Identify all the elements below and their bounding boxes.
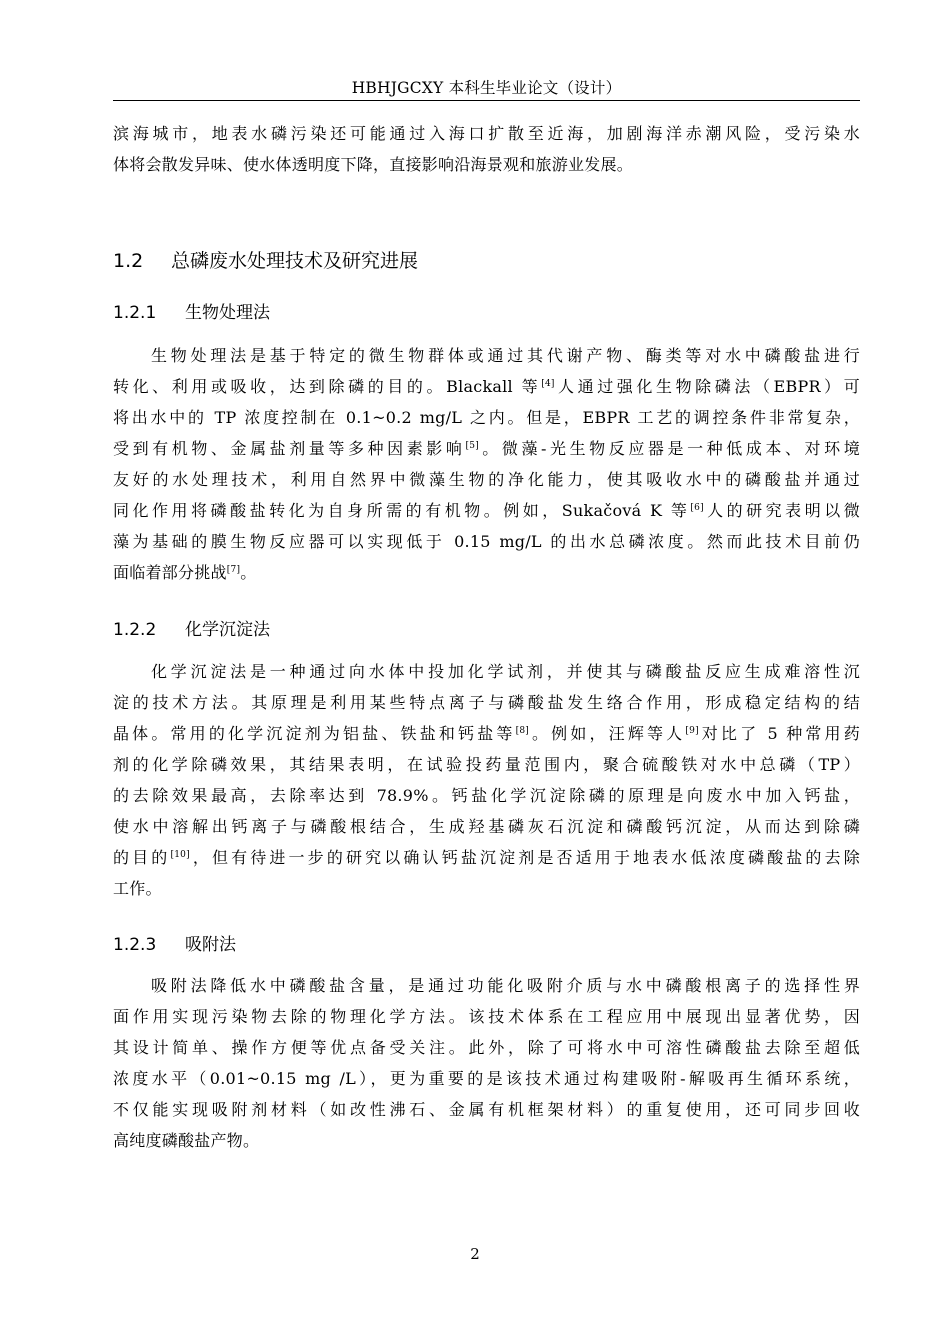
text-run: 的去除效果最高，去除率达到 78.9%。钙盐化学沉淀除磷的原理是向废水中加入钙盐，	[113, 786, 860, 805]
text-run: 其设计简单、操作方便等优点备受关注。此外，除了可将水中可溶性磷酸盐去除至超低	[113, 1038, 860, 1057]
text-run: 人的研究表明以微	[703, 501, 860, 520]
citation-reference: [9]	[685, 726, 699, 736]
text-run: 不仅能实现吸附剂材料（如改性沸石、金属有机框架材料）的重复使用，还可同步回收	[113, 1100, 860, 1119]
subsection-heading-1-2-3	[113, 934, 236, 956]
text-run: 。例如，汪辉等人	[529, 724, 686, 743]
text-line	[113, 811, 860, 842]
paragraph-biological-treatment	[113, 340, 860, 588]
text-line	[113, 464, 860, 495]
text-run: 转化、利用或吸收，达到除磷的目的。Blackall 等	[113, 377, 542, 396]
citation-reference: [6]	[690, 503, 704, 513]
running-header: HBHJGCXY 本科生毕业论文（设计）	[351, 79, 622, 97]
paragraph-adsorption	[113, 970, 860, 1156]
text-line	[113, 1001, 860, 1032]
intro-paragraph	[113, 118, 860, 180]
text-line	[113, 749, 860, 780]
text-run: 晶体。常用的化学沉淀剂为铝盐、铁盐和钙盐等	[113, 724, 516, 743]
text-run: 工作。	[113, 879, 162, 898]
text-line	[113, 656, 860, 687]
text-line	[113, 526, 860, 557]
text-run: 化学沉淀法是一种通过向水体中投加化学试剂，并使其与磷酸盐反应生成难溶性沉	[151, 662, 860, 681]
subsection-title: 吸附法	[185, 935, 236, 955]
section-title: 总磷废水处理技术及研究进展	[171, 250, 419, 272]
citation-reference: [4]	[541, 379, 555, 389]
text-line: 体将会散发异味、使水体透明度下降，直接影响沿海景观和旅游业发展。	[113, 155, 634, 174]
subsection-heading-1-2-2	[113, 619, 270, 641]
text-line	[113, 371, 860, 402]
citation-reference: [10]	[170, 850, 190, 860]
text-run: ，但有待进一步的研究以确认钙盐沉淀剂是否适用于地表水低浓度磷酸盐的去除	[189, 848, 860, 867]
subsection-number: 1.2.3	[113, 935, 157, 955]
citation-reference: [8]	[515, 726, 530, 736]
text-line	[113, 842, 860, 873]
page-number: 2	[470, 1245, 480, 1263]
text-run: 藻为基础的膜生物反应器可以实现低于 0.15 mg/L 的出水总磷浓度。然而此技术目前仍	[113, 532, 860, 551]
text-run: 面临着部分挑战	[113, 563, 227, 582]
text-line	[113, 687, 860, 718]
text-run: 生物处理法是基于特定的微生物群体或通过其代谢产物、酶类等对水中磷酸盐进行	[151, 346, 860, 365]
text-line	[113, 495, 860, 526]
text-run: 将出水中的 TP 浓度控制在 0.1~0.2 mg/L 之内。但是，EBPR 工艺的调控条件非常复杂，	[113, 408, 860, 427]
text-line	[113, 402, 860, 433]
section-heading-1-2	[113, 249, 418, 273]
subsection-title: 化学沉淀法	[185, 620, 270, 640]
citation-reference: [7]	[226, 565, 241, 575]
text-run: 同化作用将磷酸盐转化为自身所需的有机物。例如，Sukačová K 等	[113, 501, 691, 520]
text-run: 浓度水平（0.01~0.15 mg /L），更为重要的是该技术通过构建吸附-解吸再生循环系统，	[113, 1069, 860, 1088]
text-run: 淀的技术方法。其原理是利用某些特点离子与磷酸盐发生络合作用，形成稳定结构的结	[113, 693, 860, 712]
text-run: 对比了 5 种常用药	[698, 724, 860, 743]
text-run: 。微藻-光生物反应器是一种低成本、对环境	[478, 439, 860, 458]
text-run: 友好的水处理技术，利用自然界中微藻生物的净化能力，使其吸收水中的磷酸盐并通过	[113, 470, 860, 489]
text-run: 高纯度磷酸盐产物。	[113, 1131, 260, 1150]
text-line	[113, 1094, 860, 1125]
subsection-title: 生物处理法	[185, 303, 270, 323]
text-run: 。	[240, 563, 257, 582]
header-rule	[113, 100, 860, 101]
text-run: 剂的化学除磷效果，其结果表明，在试验投药量范围内，聚合硫酸铁对水中总磷（TP）	[113, 755, 860, 774]
paragraph-chemical-precipitation	[113, 656, 860, 904]
text-line	[113, 970, 860, 1001]
text-line	[113, 780, 860, 811]
text-line	[113, 718, 860, 749]
section-number: 1.2	[113, 250, 144, 272]
text-run: 人通过强化生物除磷法（EBPR）可	[554, 377, 860, 396]
text-run: 面作用实现污染物去除的物理化学方法。该技术体系在工程应用中展现出显著优势，因	[113, 1007, 860, 1026]
text-run: 吸附法降低水中磷酸盐含量，是通过功能化吸附介质与水中磷酸根离子的选择性界	[151, 976, 860, 995]
text-line: 滨海城市，地表水磷污染还可能通过入海口扩散至近海，加剧海洋赤潮风险，受污染水	[113, 124, 860, 143]
text-line	[113, 433, 860, 464]
subsection-heading-1-2-1	[113, 302, 270, 324]
text-line	[113, 1063, 860, 1094]
citation-reference: [5]	[465, 441, 479, 451]
text-line	[113, 873, 860, 904]
text-line	[113, 340, 860, 371]
text-line	[113, 1125, 860, 1156]
text-run: 使水中溶解出钙离子与磷酸根结合，生成羟基磷灰石沉淀和磷酸钙沉淀，从而达到除磷	[113, 817, 860, 836]
subsection-number: 1.2.2	[113, 620, 157, 640]
text-line	[113, 1032, 860, 1063]
subsection-number: 1.2.1	[113, 303, 157, 323]
text-line	[113, 557, 860, 588]
text-run: 的目的	[113, 848, 171, 867]
text-run: 受到有机物、金属盐剂量等多种因素影响	[113, 439, 466, 458]
